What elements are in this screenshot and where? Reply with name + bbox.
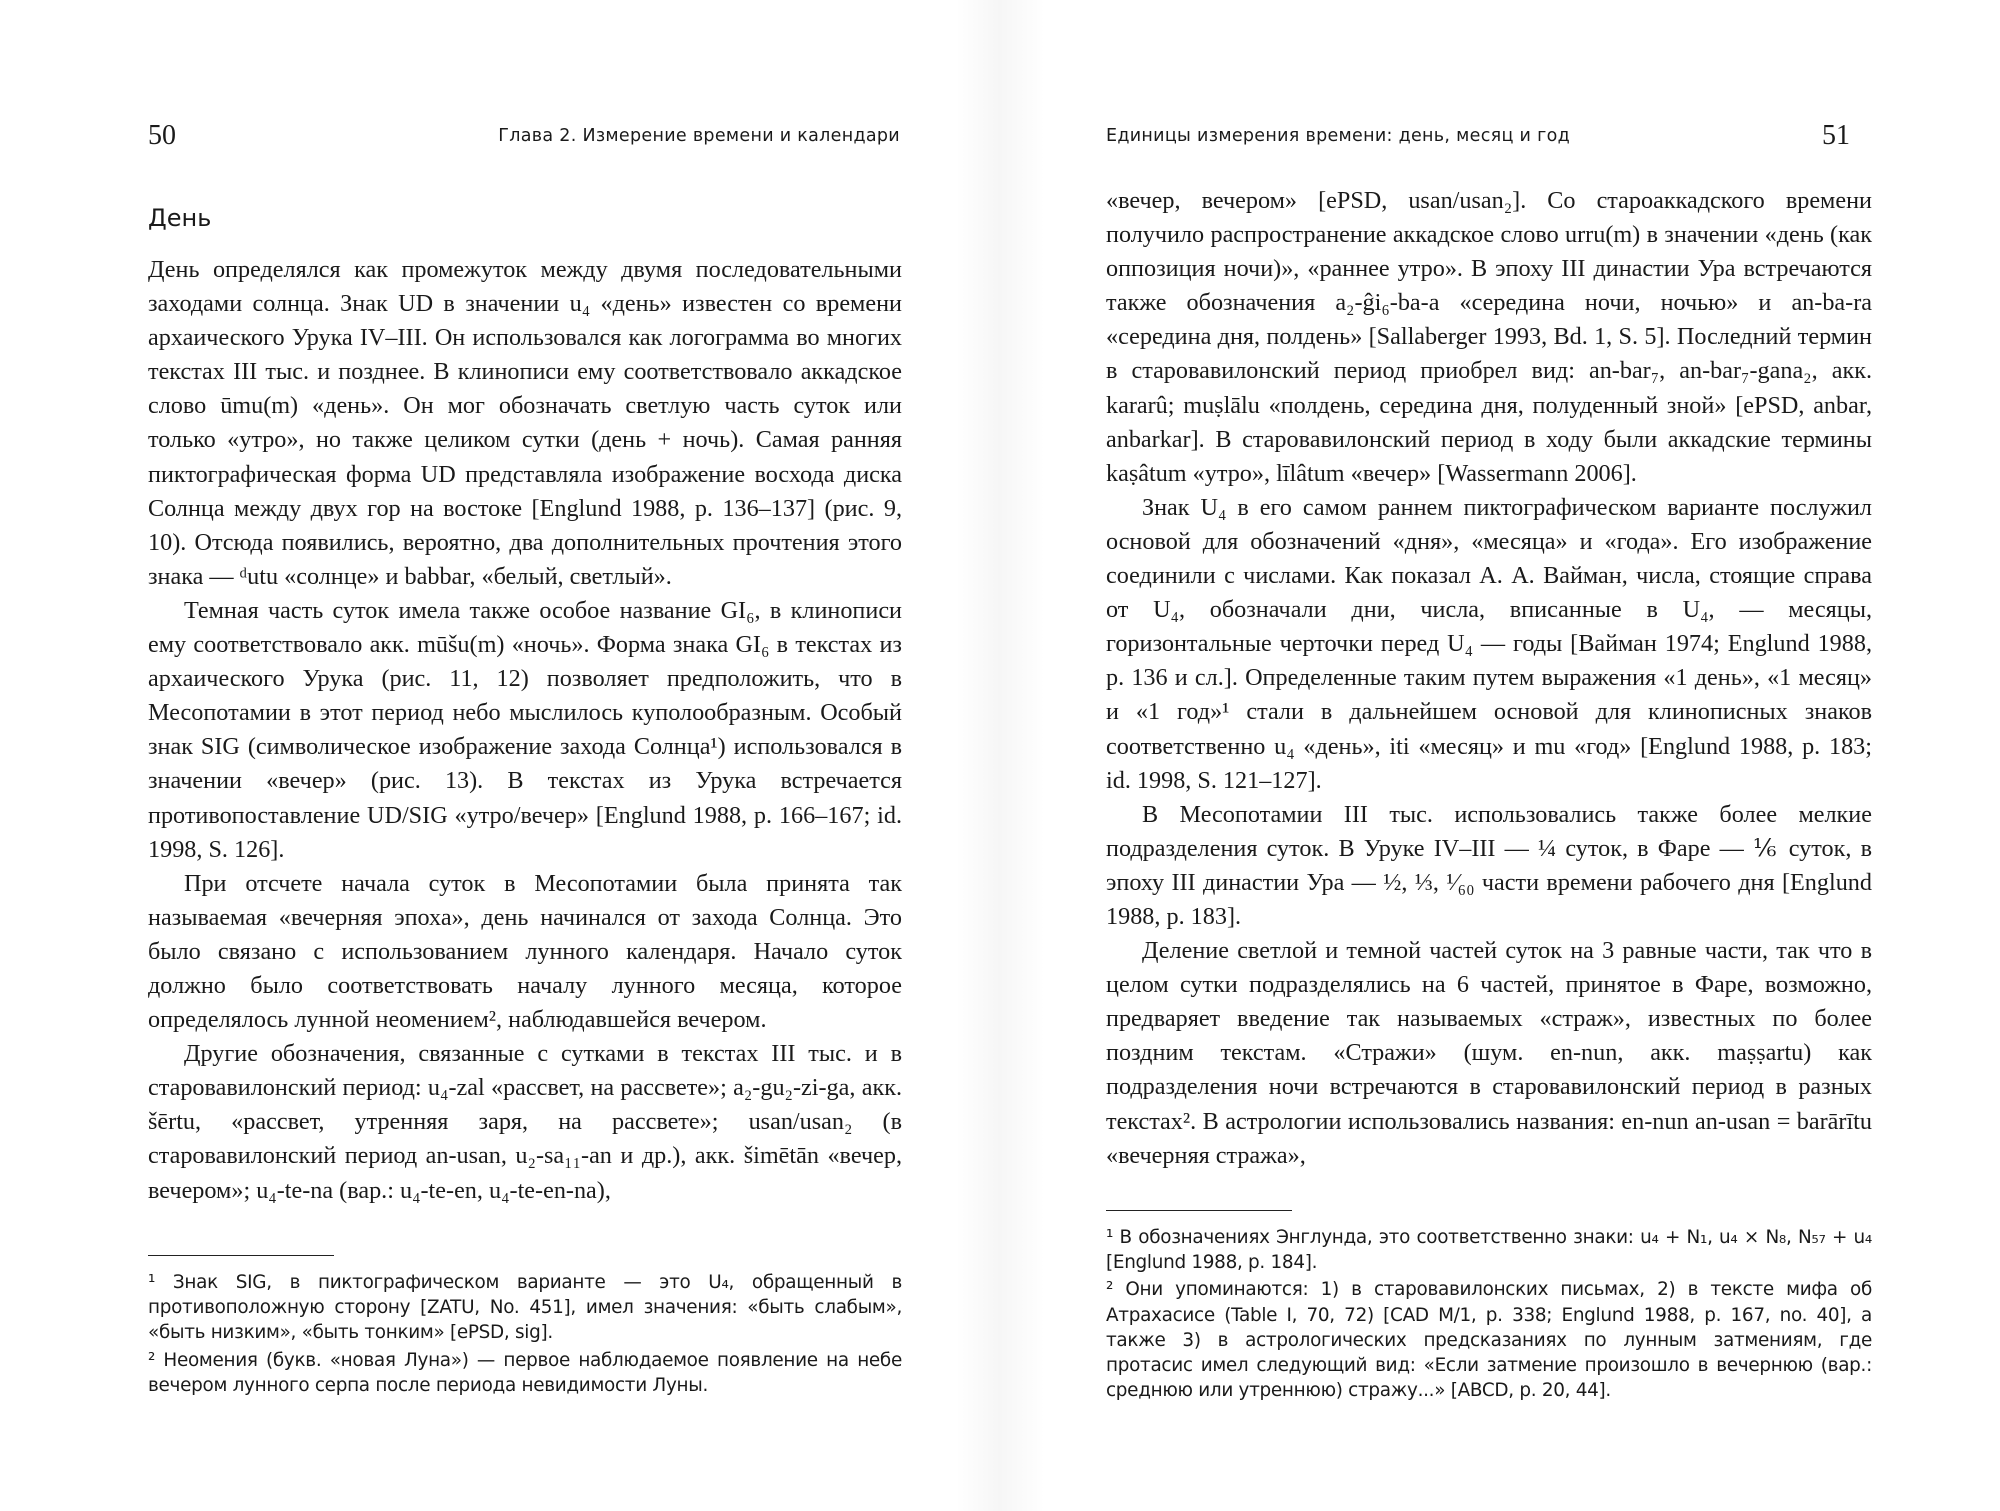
footnote: ¹ Знак SIG, в пиктографическом варианте — это U₄, обращенный в противоположную сторону [ZATU, No. 451], имел значения: «быть слабым», «быть низким», «быть тонким» [ePSD, sig]. xyxy=(148,1272,902,1344)
paragraph: «вечер, вечером» [ePSD, usan/usan₂]. Со староаккадского времени получило распространение аккадское слово urru(m) в значении «день (как оппозиция ночи)», «раннее утро». В эпоху III династии Ура встречаются также обозначения a₂-ĝi₆-ba-a «середина ночи, ночью» и an-ba-ra «середина дня, полдень» [Sallaberger 1993, Bd. 1, S. 5]. Последний термин в старовавилонский период приобрел вид: an-bar₇, an-bar₇-gana₂, акк. kararû; muṣlālu «полдень, середина дня, полуденный зной» [ePSD, anbar, anbarkar]. В старовавилонский период в ходу были аккадские термины kaṣâtum «утро», līlâtum «вечер» [Wassermann 2006]. xyxy=(1106,187,1872,487)
footnotes xyxy=(1106,1225,1872,1403)
main-text xyxy=(1106,184,1872,1173)
paragraph: День определялся как промежуток между двумя последовательными заходами солнца. Знак UD в значении u₄ «день» известен со времени архаического Урука IV–III. Он использовался как логограмма во многих текстах III тыс. и позднее. В клинописи ему соответствовало аккадское слово ūmu(m) «день». Он мог обозначать светлую часть суток или только «утро», но также целиком сутки (день + ночь). Самая ранняя пиктографическая форма UD представляла изображение восхода диска Солнца между двух гор на востоке [Englund 1988, p. 136–137] (рис. 9, 10). Отсюда появились, вероятно, два дополнительных прочтения этого знака — ᵈutu «солнце» и babbar, «белый, светлый». xyxy=(148,256,902,590)
page-number: 51 xyxy=(1822,120,1850,151)
paragraph: Деление светлой и темной частей суток на 3 равные части, так что в целом сутки подразделялись на 6 частей, принятое в Фаре, возможно, предваряет введение так называемых «страж», известных по более поздним текстам. «Стражи» (шум. en-nun, акк. maṣṣartu) как подразделения ночи встречаются в старовавилонский период в разных текстах². В астрологии использовались названия: en-nun an-usan = barārītu «вечерняя стража», xyxy=(1106,937,1872,1169)
running-head: Единицы измерения времени: день, месяц и год xyxy=(1106,126,1570,146)
section-title: День xyxy=(148,204,212,232)
paragraph: В Месопотамии III тыс. использовались также более мелкие подразделения суток. В Уруке IV–III — ¼ суток, в Фаре — ⅙ суток, в эпоху III династии Ура — ½, ⅓, ¹⁄₆₀ части времени рабочего дня [Englund 1988, p. 183]. xyxy=(1106,800,1872,930)
paragraph: При отсчете начала суток в Месопотамии была принята так называемая «вечерняя эпоха», день начинался от захода Солнца. Это было связано с использованием лунного календаря. Начало суток должно было соответствовать началу лунного месяца, которое определялось лунной неомением², наблюдавшейся вечером. xyxy=(148,869,902,1034)
main-text xyxy=(148,253,902,1208)
footnote: ² Неомения (букв. «новая Луна») — первое наблюдаемое появление на небе вечером лунного серпа после периода невидимости Луны. xyxy=(148,1349,902,1396)
footnote: ² Они упоминаются: 1) в старовавилонских письмах, 2) в тексте мифа об Атрахасисе (Table I, 70, 72) [CAD M/1, p. 338; Englund 1988, p. 167, no. 40], а также 3) в астрологических предсказаниях по лунным затмениям, где протасис имел следующий вид: «Если затмение произошло в вечернюю (вар.: среднюю или утреннюю) стражу...» [ABCD, p. 20, 44]. xyxy=(1106,1279,1872,1402)
footnote-rule xyxy=(148,1255,334,1256)
paragraph: Знак U₄ в его самом раннем пиктографическом варианте послужил основой для обозначений «дня», «месяца» и «года». Его изображение соединили с числами. Как показал А. А. Вайман, числа, стоящие справа от U₄, обозначали дни, числа, вписанные в U₄, — месяцы, горизонтальные черточки перед U₄ — годы [Вайман 1974; Englund 1988, p. 136 и сл.]. Определенные таким путем выражения «1 день», «1 месяц» и «1 год»¹ стали в дальнейшем основой для клинописных знаков соответственно u₄ «день», iti «месяц» и mu «год» [Englund 1988, p. 183; id. 1998, S. 121–127]. xyxy=(1106,493,1872,794)
paragraph: Другие обозначения, связанные с сутками в текстах III тыс. и в старовавилонский период: u₄-zal «рассвет, на рассвете»; a₂-gu₂-zi-ga, акк. šērtu, «рассвет, утренняя заря, на рассвете»; usan/usan₂ (в старовавилонский период an-usan, u₂-sa₁₁-an и др.), акк. šimētān «вечер, вечером»; u₄-te-na (вар.: u₄-te-en, u₄-te-en-na), xyxy=(148,1040,902,1204)
page-number: 50 xyxy=(148,120,176,151)
footnote: ¹ В обозначениях Энглунда, это соответственно знаки: u₄ + N₁, u₄ × N₈, N₅₇ + u₄ [Englund 1988, p. 184]. xyxy=(1106,1227,1872,1274)
footnotes xyxy=(148,1270,902,1398)
right-page xyxy=(1000,0,2000,1511)
running-head: Глава 2. Измерение времени и календари xyxy=(498,126,900,146)
footnote-rule xyxy=(1106,1210,1292,1211)
paragraph: Темная часть суток имела также особое название GI₆, в клинописи ему соответствовало акк. mūšu(m) «ночь». Форма знака GI₆ в текстах из архаического Урука (рис. 11, 12) позволяет предположить, что в Месопотамии в этот период небо мыслилось куполообразным. Особый знак SIG (символическое изображение захода Солнца¹) использовался в значении «вечер» (рис. 13). В текстах из Урука встречается противопоставление UD/SIG «утро/вечер» [Englund 1988, p. 166–167; id. 1998, S. 126]. xyxy=(148,596,902,863)
